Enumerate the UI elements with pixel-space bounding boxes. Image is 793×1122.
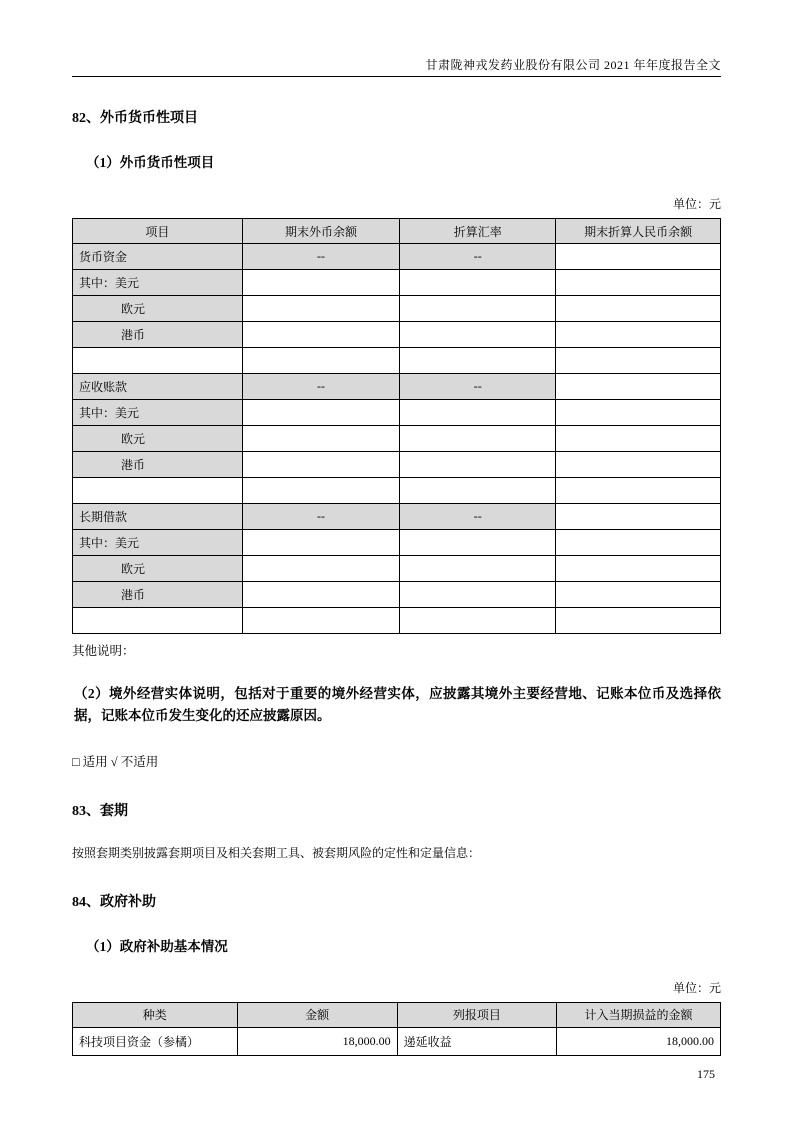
- section-84-heading: 84、政府补助: [72, 894, 156, 910]
- table-header-row: [73, 1002, 721, 1027]
- table-cell: [400, 322, 556, 348]
- table-row: [73, 504, 721, 530]
- table-row: [73, 530, 721, 556]
- table-row: [73, 452, 721, 478]
- column-header: 折算汇率: [400, 219, 556, 244]
- table-cell: --: [242, 244, 399, 270]
- column-header: 金额: [237, 1002, 397, 1027]
- applicability-statement: □ 适用 √ 不适用: [72, 754, 159, 769]
- table-cell: 应收账款: [73, 374, 243, 400]
- table-cell: [556, 270, 721, 296]
- table-cell: [556, 348, 721, 374]
- report-header-title: 甘肃陇神戎发药业股份有限公司 2021 年年度报告全文: [72, 0, 721, 77]
- overseas-entity-statement: （2）境外经营实体说明，包括对于重要的境外经营实体，应披露其境外主要经营地、记账本位币及选择依据，记账本位币发生变化的还应披露原因。: [74, 686, 721, 724]
- table-cell: [242, 270, 399, 296]
- section-82-heading: 82、外币货币性项目: [72, 111, 198, 126]
- other-note-label: 其他说明：: [72, 644, 135, 658]
- table-row: [73, 270, 721, 296]
- table-cell: --: [242, 374, 399, 400]
- table-cell: [556, 530, 721, 556]
- table-cell: [242, 478, 399, 504]
- table-cell: [242, 426, 399, 452]
- section-83-body: 按照套期类别披露套期项目及相关套期工具、被套期风险的定性和定量信息：: [72, 845, 481, 860]
- table-cell: [400, 556, 556, 582]
- section-82-subheading: （1）外币货币性项目: [86, 155, 215, 170]
- page-number: 175: [697, 1067, 715, 1081]
- table-cell: --: [400, 374, 556, 400]
- table-row: [73, 348, 721, 374]
- table-cell: [73, 478, 243, 504]
- table-row: [73, 244, 721, 270]
- table-cell: 欧元: [73, 556, 243, 582]
- column-header: 计入当期损益的金额: [557, 1002, 721, 1027]
- column-header: 种类: [73, 1002, 238, 1027]
- table-row: [73, 608, 721, 634]
- table-cell: [400, 348, 556, 374]
- table-cell: --: [400, 504, 556, 530]
- table-cell: 递延收益: [397, 1027, 556, 1055]
- table-header-row: [73, 219, 721, 244]
- table-cell: [73, 608, 243, 634]
- table-cell: [400, 296, 556, 322]
- column-header: 列报项目: [397, 1002, 556, 1027]
- table-cell: [73, 348, 243, 374]
- table-cell: 港币: [73, 322, 243, 348]
- table-cell: [242, 348, 399, 374]
- table-cell: 长期借款: [73, 504, 243, 530]
- table-cell: [242, 400, 399, 426]
- table-cell: --: [242, 504, 399, 530]
- table-cell: [556, 608, 721, 634]
- table-row: [73, 478, 721, 504]
- table-cell: [242, 296, 399, 322]
- table-row: [73, 556, 721, 582]
- table-cell: [556, 582, 721, 608]
- table-cell: [556, 374, 721, 400]
- table-cell: [556, 504, 721, 530]
- table-cell: [556, 556, 721, 582]
- table-cell: [556, 478, 721, 504]
- table-cell: [400, 452, 556, 478]
- section-84-subheading: （1）政府补助基本情况: [86, 938, 228, 954]
- table-row: [73, 322, 721, 348]
- table-cell: [556, 244, 721, 270]
- column-header: 项目: [73, 219, 243, 244]
- unit-label-section-84: 单位：元: [672, 980, 721, 995]
- table-cell: 18,000.00: [237, 1027, 397, 1055]
- table-row: [73, 426, 721, 452]
- table-cell: [556, 400, 721, 426]
- table-cell: [556, 296, 721, 322]
- table-cell: [400, 400, 556, 426]
- unit-label-section-82: 单位：元: [672, 197, 721, 211]
- table-cell: 港币: [73, 582, 243, 608]
- column-header: 期末折算人民币余额: [556, 219, 721, 244]
- table-cell: [556, 452, 721, 478]
- table-cell: [400, 608, 556, 634]
- table-cell: 港币: [73, 452, 243, 478]
- table-cell: [400, 530, 556, 556]
- table-cell: [400, 426, 556, 452]
- table-cell: --: [400, 244, 556, 270]
- table-cell: 18,000.00: [557, 1027, 721, 1055]
- table-cell: [242, 530, 399, 556]
- table-row: [73, 296, 721, 322]
- section-83-heading: 83、套期: [72, 803, 128, 819]
- table-cell: 其中：美元: [73, 400, 243, 426]
- column-header: 期末外币余额: [242, 219, 399, 244]
- table-cell: [556, 322, 721, 348]
- table-cell: [400, 582, 556, 608]
- table-row: [73, 400, 721, 426]
- table-cell: [242, 582, 399, 608]
- table-cell: 欧元: [73, 296, 243, 322]
- table-cell: [242, 322, 399, 348]
- table-cell: [242, 608, 399, 634]
- table-cell: 其中：美元: [73, 270, 243, 296]
- table-cell: 其中：美元: [73, 530, 243, 556]
- table-cell: 科技项目资金（参橘）: [73, 1027, 238, 1055]
- table-cell: 欧元: [73, 426, 243, 452]
- table-row: [73, 374, 721, 400]
- table-cell: [242, 452, 399, 478]
- table-cell: [242, 556, 399, 582]
- table-row: [73, 582, 721, 608]
- government-subsidy-table: [72, 1002, 721, 1056]
- table-row: [73, 1027, 721, 1055]
- table-cell: [400, 270, 556, 296]
- table-cell: [400, 478, 556, 504]
- foreign-currency-items-table: [72, 218, 721, 634]
- table-cell: 货币资金: [73, 244, 243, 270]
- table-cell: [556, 426, 721, 452]
